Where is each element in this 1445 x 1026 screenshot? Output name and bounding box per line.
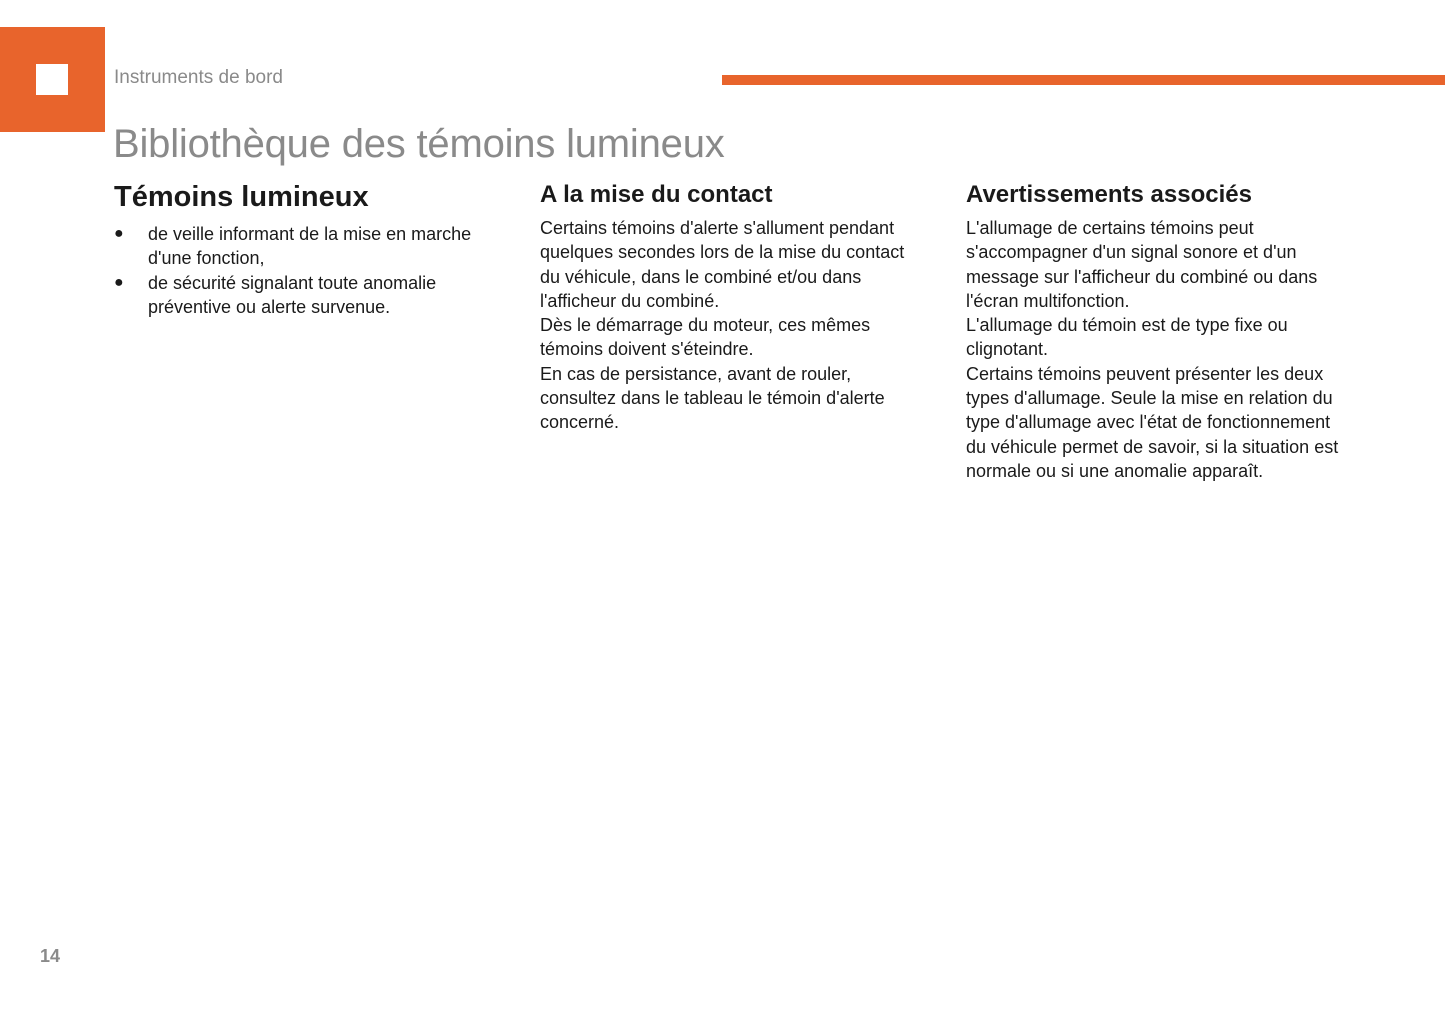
bullet-icon: ● <box>114 225 124 242</box>
text-line: du véhicule, dans le combiné et/ou dans <box>540 266 862 287</box>
section-heading-mise-du-contact: A la mise du contact <box>540 181 773 208</box>
bullet-icon: ● <box>114 273 124 291</box>
list-item <box>114 222 514 271</box>
list-item-line: de sécurité signalant toute anomalie <box>148 272 437 293</box>
text-line: l'afficheur du combiné. <box>540 290 720 311</box>
text-line: l'écran multifonction. <box>966 290 1130 311</box>
text-line: Certains témoins peuvent présenter les deux <box>966 363 1324 384</box>
section-body-avertissements-associes <box>966 216 1386 483</box>
text-line: consultez dans le tableau le témoin d'alerte <box>540 388 885 409</box>
list-item-line: de veille informant de la mise en marche <box>148 224 472 244</box>
text-line: du véhicule permet de savoir, si la situation est <box>966 436 1339 457</box>
bullet-list <box>114 222 514 319</box>
text-line: clignotant. <box>966 339 1049 360</box>
text-line: normale ou si une anomalie apparaît. <box>966 460 1264 481</box>
column-avertissements-associes <box>966 180 1386 483</box>
text-line: type d'allumage avec l'état de fonctionnement <box>966 412 1331 433</box>
text-line: En cas de persistance, avant de rouler, <box>540 363 852 384</box>
text-line: L'allumage du témoin est de type fixe ou <box>966 315 1288 336</box>
text-line: témoins doivent s'éteindre. <box>540 339 754 360</box>
column-temoins-lumineux <box>114 180 514 319</box>
page-title: Bibliothèque des témoins lumineux <box>113 122 725 166</box>
list-item-line: préventive ou alerte survenue. <box>148 296 391 317</box>
text-line: message sur l'afficheur du combiné ou dans <box>966 266 1318 287</box>
text-line: concerné. <box>540 412 620 433</box>
chapter-tab <box>0 27 105 132</box>
text-line: s'accompagner d'un signal sonore et d'un <box>966 242 1297 263</box>
section-heading-avertissements-associes: Avertissements associés <box>966 181 1252 208</box>
list-item-line: d'une fonction, <box>148 248 265 269</box>
list-item <box>114 271 514 320</box>
header-accent-bar <box>722 75 1445 85</box>
text-line: Dès le démarrage du moteur, ces mêmes <box>540 315 871 336</box>
text-line: Certains témoins d'alerte s'allument pendant <box>540 218 895 238</box>
chapter-name: Instruments de bord <box>114 67 283 88</box>
text-line: types d'allumage. Seule la mise en relation du <box>966 388 1333 409</box>
page-number: 14 <box>40 946 61 966</box>
text-line: L'allumage de certains témoins peut <box>966 218 1254 238</box>
section-body-mise-du-contact <box>540 216 940 435</box>
text-line: quelques secondes lors de la mise du contact <box>540 242 905 263</box>
section-heading-temoins-lumineux: Témoins lumineux <box>114 181 369 213</box>
column-mise-du-contact <box>540 180 940 435</box>
chapter-tab-square-icon <box>36 64 68 95</box>
